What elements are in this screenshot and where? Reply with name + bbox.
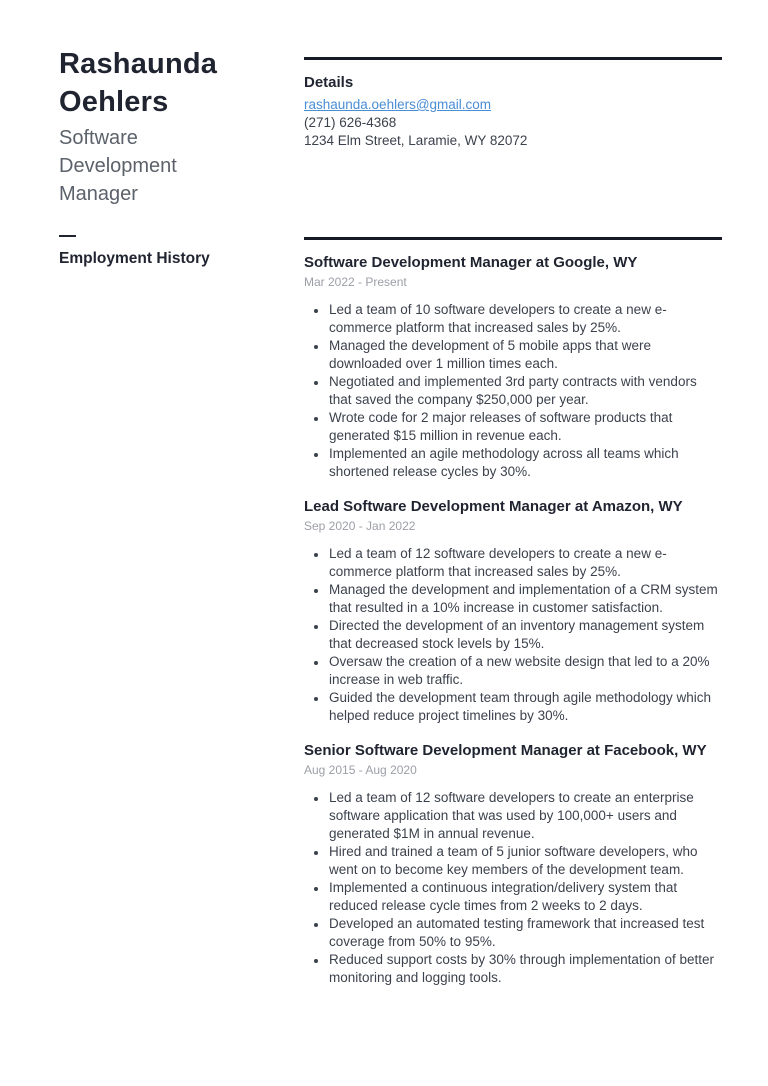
email-link[interactable]: rashaunda.oehlers@gmail.com bbox=[304, 97, 492, 112]
job-bullet-list bbox=[304, 789, 722, 987]
job-title: Lead Software Development Manager at Amazon, WY bbox=[304, 498, 683, 515]
job-role-subtitle: Software Development Manager bbox=[59, 127, 177, 205]
contact-email-line bbox=[304, 96, 722, 114]
section-dash-divider bbox=[59, 235, 76, 237]
job-dates: Aug 2015 - Aug 2020 bbox=[304, 763, 417, 777]
job-bullet: • Hired and trained a team of 5 junior software developers, who went on to become key members of the development team. bbox=[328, 843, 722, 879]
details-heading: Details bbox=[304, 74, 354, 91]
job-bullet: • Directed the development of an inventory management system that decreased stock levels by 15%. bbox=[328, 617, 722, 653]
job-bullet: • Managed the development and implementation of a CRM system that resulted in a 10% increase in customer satisfaction. bbox=[328, 581, 722, 617]
job-bullet: • Implemented an agile methodology across all teams which shortened release cycles by 30%. bbox=[328, 445, 722, 481]
job-bullet: • Led a team of 10 software developers to create a new e-commerce platform that increased sales by 25%. bbox=[328, 301, 722, 337]
job-bullet: • Managed the development of 5 mobile apps that were downloaded over 1 million times each. bbox=[328, 337, 722, 373]
job-entry-facebook bbox=[304, 741, 722, 987]
job-dates: Sep 2020 - Jan 2022 bbox=[304, 519, 416, 533]
employment-history-heading: Employment History bbox=[59, 250, 210, 267]
sidebar bbox=[59, 45, 289, 269]
contact-address: 1234 Elm Street, Laramie, WY 82072 bbox=[304, 133, 528, 148]
job-bullet: • Oversaw the creation of a new website design that led to a 20% increase in web traffic. bbox=[328, 653, 722, 689]
job-entry-amazon bbox=[304, 497, 722, 725]
job-bullet: • Wrote code for 2 major releases of software products that generated $15 million in revenue each. bbox=[328, 409, 722, 445]
contact-block bbox=[304, 96, 722, 150]
page-title: Rashaunda Oehlers bbox=[59, 48, 218, 118]
job-entry-google bbox=[304, 253, 722, 481]
employment-rule-divider bbox=[304, 237, 722, 240]
employment-section bbox=[304, 253, 722, 987]
job-bullet: • Developed an automated testing framework that increased test coverage from 50% to 95%. bbox=[328, 915, 722, 951]
main-column bbox=[304, 57, 722, 987]
job-bullet: • Reduced support costs by 30% through implementation of better monitoring and logging tools. bbox=[328, 951, 722, 987]
job-bullet-list bbox=[304, 301, 722, 481]
job-bullet: • Led a team of 12 software developers to create an enterprise software application that was used by 100,000+ users and generated $1M in annual revenue. bbox=[328, 789, 722, 843]
contact-phone: (271) 626-4368 bbox=[304, 115, 397, 130]
job-bullet-list bbox=[304, 545, 722, 725]
job-bullet: • Implemented a continuous integration/delivery system that reduced release cycle times from 2 weeks to 2 days. bbox=[328, 879, 722, 915]
job-dates: Mar 2022 - Present bbox=[304, 275, 407, 289]
top-rule-divider bbox=[304, 57, 722, 60]
details-section bbox=[304, 73, 722, 150]
job-title: Senior Software Development Manager at Facebook, WY bbox=[304, 742, 707, 759]
job-bullet: • Negotiated and implemented 3rd party contracts with vendors that saved the company $250,000 per year. bbox=[328, 373, 722, 409]
job-bullet: • Guided the development team through agile methodology which helped reduce project timelines by 30%. bbox=[328, 689, 722, 725]
job-title: Software Development Manager at Google, WY bbox=[304, 254, 638, 271]
job-bullet: • Led a team of 12 software developers to create a new e-commerce platform that increased sales by 25%. bbox=[328, 545, 722, 581]
